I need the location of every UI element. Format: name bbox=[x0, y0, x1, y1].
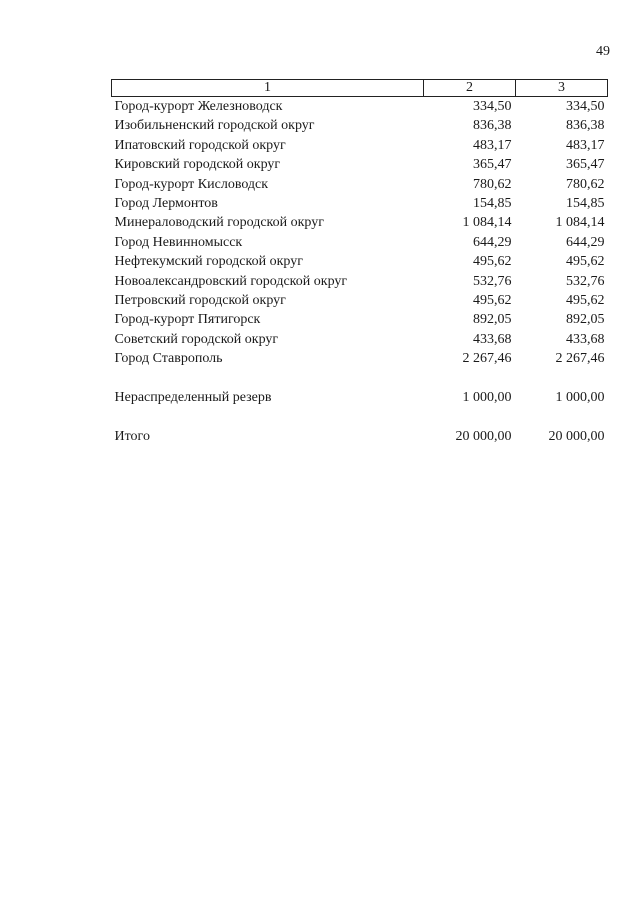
table-row bbox=[112, 155, 608, 174]
table-row bbox=[112, 291, 608, 310]
row-value-2: 1 084,14 bbox=[462, 215, 512, 231]
row-value-3: 1 084,14 bbox=[555, 215, 605, 231]
row-value-2: 836,38 bbox=[473, 118, 512, 134]
row-value-2: 433,68 bbox=[473, 331, 512, 347]
row-name: Нефтекумский городской округ bbox=[114, 254, 303, 270]
row-value-2: 2 267,46 bbox=[462, 351, 512, 367]
reserve-name: Нераспределенный резерв bbox=[114, 390, 272, 406]
row-name: Кировский городской округ bbox=[114, 157, 281, 173]
table-row bbox=[112, 349, 608, 368]
row-value-3: 644,29 bbox=[566, 234, 605, 250]
row-value-2: 532,76 bbox=[473, 273, 512, 289]
row-value-3: 495,62 bbox=[566, 293, 605, 309]
row-value-2: 154,85 bbox=[473, 196, 512, 212]
column-header-3: 3 bbox=[516, 80, 608, 97]
table-row bbox=[112, 233, 608, 252]
row-value-3: 334,50 bbox=[566, 99, 605, 114]
row-name: Город-курорт Пятигорск bbox=[114, 312, 261, 328]
row-value-2: 334,50 bbox=[473, 99, 512, 114]
row-name: Город Невинномысск bbox=[114, 234, 243, 250]
row-value-2: 495,62 bbox=[473, 293, 512, 309]
table-row bbox=[112, 213, 608, 232]
row-name: Город Лермонтов bbox=[114, 196, 218, 212]
row-value-3: 154,85 bbox=[566, 196, 605, 212]
column-header-2: 2 bbox=[424, 80, 516, 97]
row-value-3: 532,76 bbox=[566, 273, 605, 289]
total-value-3: 20 000,00 bbox=[548, 428, 605, 444]
table-header-row bbox=[112, 80, 608, 97]
table-row bbox=[112, 310, 608, 329]
row-value-3: 836,38 bbox=[566, 118, 605, 134]
row-name: Советский городской округ bbox=[114, 331, 279, 347]
column-header-1: 1 bbox=[112, 80, 424, 97]
table-row bbox=[112, 97, 608, 117]
row-name: Ипатовский городской округ bbox=[114, 137, 286, 153]
row-name: Новоалександровский городской округ bbox=[114, 273, 348, 289]
allocation-table-container bbox=[111, 79, 607, 446]
row-name: Город-курорт Кисловодск bbox=[114, 176, 269, 192]
total-value-2: 20 000,00 bbox=[455, 428, 512, 444]
table-row bbox=[112, 136, 608, 155]
reserve-value-2: 1 000,00 bbox=[462, 390, 512, 406]
row-value-2: 483,17 bbox=[473, 137, 512, 153]
total-name: Итого bbox=[114, 428, 150, 444]
reserve-row bbox=[112, 388, 608, 407]
allocation-table bbox=[111, 79, 608, 446]
row-value-2: 892,05 bbox=[473, 312, 512, 328]
row-name: Минераловодский городской округ bbox=[114, 215, 324, 231]
table-row bbox=[112, 175, 608, 194]
row-value-2: 780,62 bbox=[473, 176, 512, 192]
row-value-3: 433,68 bbox=[566, 331, 605, 347]
row-value-3: 2 267,46 bbox=[555, 351, 605, 367]
row-value-2: 365,47 bbox=[473, 157, 512, 173]
row-name: Город Ставрополь bbox=[114, 351, 223, 367]
row-value-3: 483,17 bbox=[566, 137, 605, 153]
spacer-row bbox=[112, 407, 608, 426]
page-number: 49 bbox=[596, 44, 610, 59]
row-value-2: 495,62 bbox=[473, 254, 512, 270]
spacer-row bbox=[112, 369, 608, 388]
total-row bbox=[112, 427, 608, 446]
row-name: Изобильненский городской округ bbox=[114, 118, 315, 134]
row-value-3: 892,05 bbox=[566, 312, 605, 328]
row-name: Петровский городской округ bbox=[114, 293, 286, 309]
table-row bbox=[112, 252, 608, 271]
row-value-2: 644,29 bbox=[473, 234, 512, 250]
table-row bbox=[112, 272, 608, 291]
table-row bbox=[112, 116, 608, 135]
row-value-3: 495,62 bbox=[566, 254, 605, 270]
reserve-value-3: 1 000,00 bbox=[555, 390, 605, 406]
row-value-3: 365,47 bbox=[566, 157, 605, 173]
table-row bbox=[112, 330, 608, 349]
table-row bbox=[112, 194, 608, 213]
row-name: Город-курорт Железноводск bbox=[114, 99, 283, 114]
row-value-3: 780,62 bbox=[566, 176, 605, 192]
